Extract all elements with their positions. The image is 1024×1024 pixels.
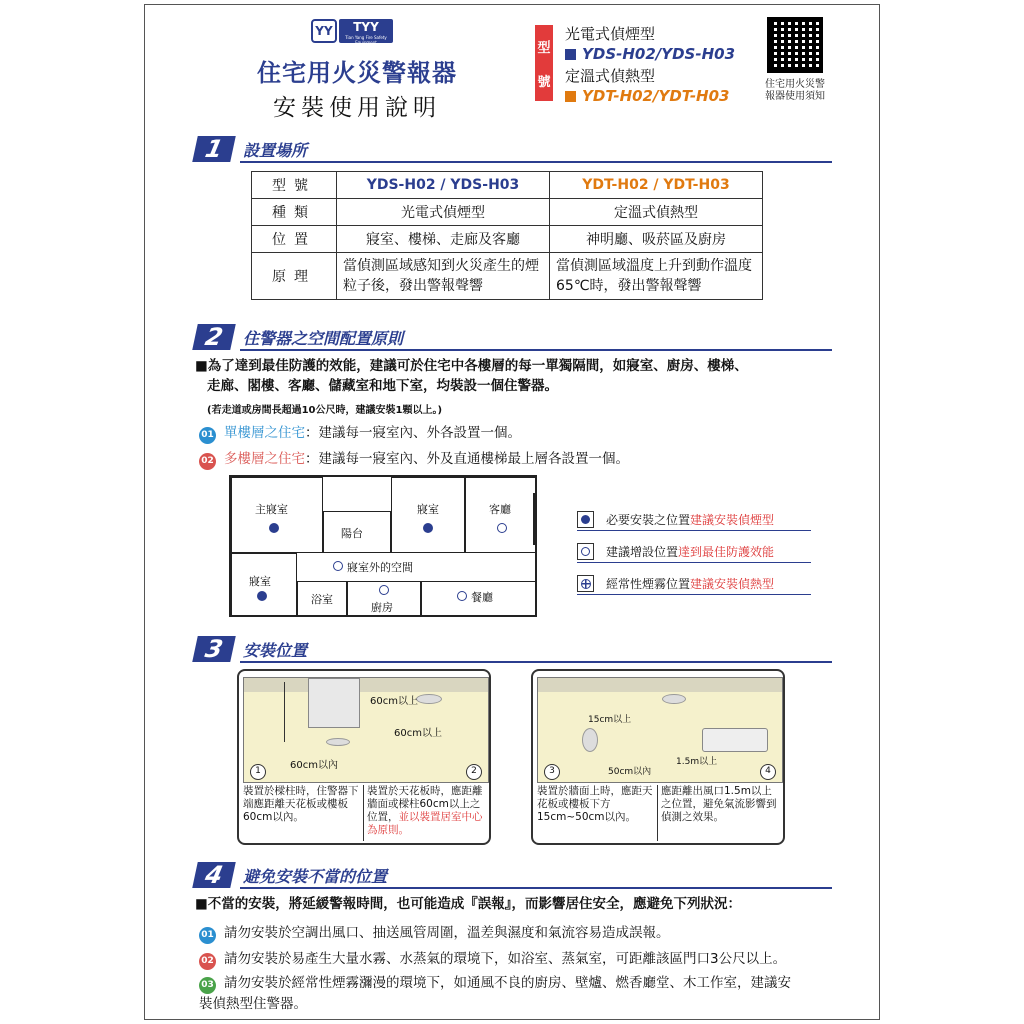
document-subtitle: 安裝使用說明 [273, 95, 441, 121]
qr-note: 住宅用火災警報器使用須知 [765, 79, 825, 102]
optional-detector-marker [497, 523, 507, 533]
model-label-box: 型 號 [535, 25, 553, 101]
smoke-models: YDS-H02/YDS-H03 [565, 45, 735, 63]
section-divider [240, 349, 832, 351]
smoke-type-label: 光電式偵煙型 [565, 25, 656, 43]
spec-table [251, 171, 763, 300]
optional-detector-marker [457, 591, 467, 601]
table-row: 種類 光電式偵煙型 定溫式偵熱型 [252, 199, 763, 226]
list-item: 01 單樓層之住宅：建議每一寢室內、外各設置一個。 [199, 421, 521, 444]
caption-2: 裝置於天花板時，應距離牆面或樑柱60cm以上之位置，並以裝置居室中心為原則。 [367, 785, 483, 836]
section2-intro-line2: 走廊、閣樓、客廳、儲藏室和地下室，均裝設一個住警器。 [207, 378, 558, 394]
smoke-detector-marker [423, 523, 433, 533]
floor-plan: 主寢室 陽台 寢室 客廳 寢室外的空間 寢室 浴室 廚房 餐廳 [229, 475, 537, 617]
section2-intro-line1: ■為了達到最佳防護的效能，建議可於住宅中各樓層的每一單獨隔間，如寢室、廚房、樓梯、 [195, 358, 748, 374]
list-item: 02 多樓層之住宅：建議每一寢室內、外及直通樓梯最上層各設置一個。 [199, 447, 629, 470]
heat-type-label: 定溫式偵熱型 [565, 67, 656, 85]
heat-detector-marker [379, 585, 389, 595]
section-3-header: 3 安裝位置 [195, 635, 307, 663]
logo-mark: YY [311, 19, 337, 43]
install-panel-beam-ceiling: 60cm以上 60cm以上 60cm以內 1 2 裝置於樑柱時，住警器下端應距離天花板或樓板60cm以內。 裝置於天花板時，應距離牆面或樑柱60cm以上之位置，並以裝置居室中心為原則。 [237, 669, 491, 845]
section-2-header: 2 住警器之空間配置原則 [195, 323, 403, 351]
document-title: 住宅用火災警報器 [257, 59, 457, 87]
logo-tagline: Tian Yang Fire Safety Equipment [345, 35, 387, 45]
legend-item-optional: 建議增設位置 達到最佳防護效能 [577, 543, 811, 563]
smoke-detector-marker [269, 523, 279, 533]
optional-detector-marker [333, 561, 343, 571]
table-row: 位置 寢室、樓梯、走廊及客廳 神明廳、吸菸區及廚房 [252, 226, 763, 253]
section4-intro: ■不當的安裝，將延緩警報時間，也可能造成『誤報』，而影響居住安全，應避免下列狀況： [195, 896, 742, 912]
brand-logo [311, 19, 393, 43]
table-row: 原理 當偵測區域感知到火災產生的煙粒子後，發出警報聲響 當偵測區域溫度上升到動作溫度65℃時，發出警報聲響 [252, 253, 763, 300]
table-row: 型號 YDS-H02 / YDS-H03 YDT-H02 / YDT-H03 [252, 172, 763, 199]
smoke-detector-marker [257, 591, 267, 601]
document-page [144, 4, 880, 1020]
section-divider [240, 887, 832, 889]
section-divider [240, 161, 832, 163]
legend-item-heat: 經常性煙霧位置 建議安裝偵熱型 [577, 575, 811, 595]
logo-brand: TYY [353, 20, 379, 34]
section2-note: (若走道或房間長超過10公尺時，建議安裝1顆以上。) [207, 405, 443, 416]
list-item: 02 請勿安裝於易產生大量水霧、水蒸氣的環境下，如浴室、蒸氣室，可距離該區門口3公尺以上。 [199, 947, 869, 970]
qr-code[interactable] [767, 17, 823, 73]
section-divider [240, 661, 832, 663]
section-1-header: 1 設置場所 [195, 135, 307, 163]
caption-4: 應距離出風口1.5m以上之位置，避免氣流影響到偵測之效果。 [661, 785, 777, 823]
caption-3: 裝置於牆面上時，應距天花板或樓板下方15cm~50cm以內。 [537, 785, 653, 823]
legend-item-required: 必要安裝之位置 建議安裝偵煙型 [577, 511, 811, 531]
heat-models: YDT-H02/YDT-H03 [565, 87, 729, 105]
section-4-header: 4 避免安裝不當的位置 [195, 861, 387, 889]
caption-1: 裝置於樑柱時，住警器下端應距離天花板或樓板60cm以內。 [243, 785, 359, 823]
list-item: 01 請勿安裝於空調出風口、抽送風管周圍，溫差與濕度和氣流容易造成誤報。 [199, 921, 829, 944]
install-panel-wall-aircon: 15cm以上 50cm以內 1.5m以上 3 4 裝置於牆面上時，應距天花板或樓板下方15cm~50cm以內。 應距離出風口1.5m以上之位置，避免氣流影響到偵測之效果。 [531, 669, 785, 845]
list-item: 03 請勿安裝於經常性煙霧瀰漫的環境下，如通風不良的廚房、壁爐、燃香廳堂、木工作室，建議安裝偵熱型住警器。 [199, 975, 791, 1012]
